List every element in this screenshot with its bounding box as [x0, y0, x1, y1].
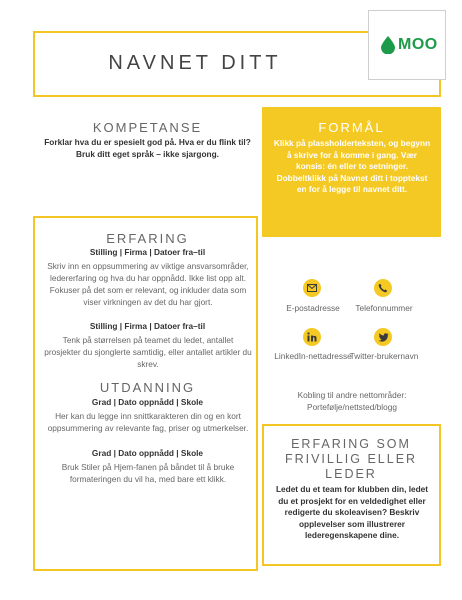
phone-icon	[374, 279, 392, 297]
education-title: UTDANNING	[99, 380, 196, 395]
competence-text[interactable]: Forklar hva du er spesielt god på. Hva er du flink til? Bruk ditt eget språk – ikke sjargong.	[44, 137, 251, 159]
phone-label[interactable]: Telefonnummer	[355, 303, 413, 313]
volunteer-title: ERFARING SOM FRIVILLIG ELLER LEDER	[284, 437, 418, 481]
objective-paragraph-2[interactable]: Dobbeltklikk på Navnet ditt i topptekst en for å legge til navnet ditt.	[276, 172, 428, 194]
experience-title: ERFARING	[106, 231, 189, 246]
experience-role-2[interactable]: Stilling | Firma | Datoer fra–til	[89, 321, 206, 331]
experience-role-1[interactable]: Stilling | Firma | Datoer fra–til	[89, 247, 206, 257]
envelope-icon	[303, 279, 321, 297]
objective-paragraph-1[interactable]: Klikk på plassholderteksten, og begynn å skrive for å komme i gang. Vær konsis: én eller to setninger.	[273, 138, 431, 171]
education-degree-2[interactable]: Grad | Dato oppnådd | Skole	[91, 448, 204, 458]
twitter-icon	[374, 328, 392, 346]
drop-icon	[381, 36, 395, 54]
linkedin-icon	[303, 328, 321, 346]
education-degree-1[interactable]: Grad | Dato oppnådd | Skole	[91, 397, 204, 407]
email-label[interactable]: E-postadresse	[286, 303, 340, 313]
experience-text-1[interactable]: Skriv inn en oppsummering av viktige ansvarsområder, ledererfaring og hva du har oppnådd. Ikke list opp alt. Fokuser på det som er relevant, og inkluder data som viser virkningen av det du har gjort.	[47, 261, 249, 307]
objective-text[interactable]	[272, 138, 432, 196]
objective-title: FORMÅL	[318, 120, 385, 135]
education-text-1[interactable]: Her kan du legge inn snittkarakteren din og en kort oppsummering av relevante fag, priser og utmerkelser.	[47, 411, 249, 433]
twitter-label[interactable]: Twitter-brukernavn	[349, 351, 419, 361]
linkedin-label[interactable]: LinkedIn-nettadresse	[274, 351, 352, 361]
logo-text: MOO	[398, 36, 438, 53]
volunteer-text[interactable]: Ledet du et team for klubben din, ledet du et prosjekt for en veldedighet eller redigerte du skoleavisen? Beskriv opplevelser som illustrerer lederegenskapene dine.	[275, 484, 429, 540]
experience-text-2[interactable]: Tenk på størrelsen på teamet du ledet, antallet prosjekter du sjonglerte samtidig, eller antallet artikler du skrev.	[44, 335, 252, 369]
other-sites-text[interactable]: Kobling til andre nettområder: Portefølje/nettsted/blogg	[297, 390, 407, 412]
competence-title: KOMPETANSE	[92, 120, 203, 135]
name-heading[interactable]: NAVNET DITT	[108, 52, 282, 74]
education-text-2[interactable]: Bruk Stiler på Hjem-fanen på båndet til å bruke formateringen du vil ha, med bare ett klikk.	[61, 462, 235, 484]
